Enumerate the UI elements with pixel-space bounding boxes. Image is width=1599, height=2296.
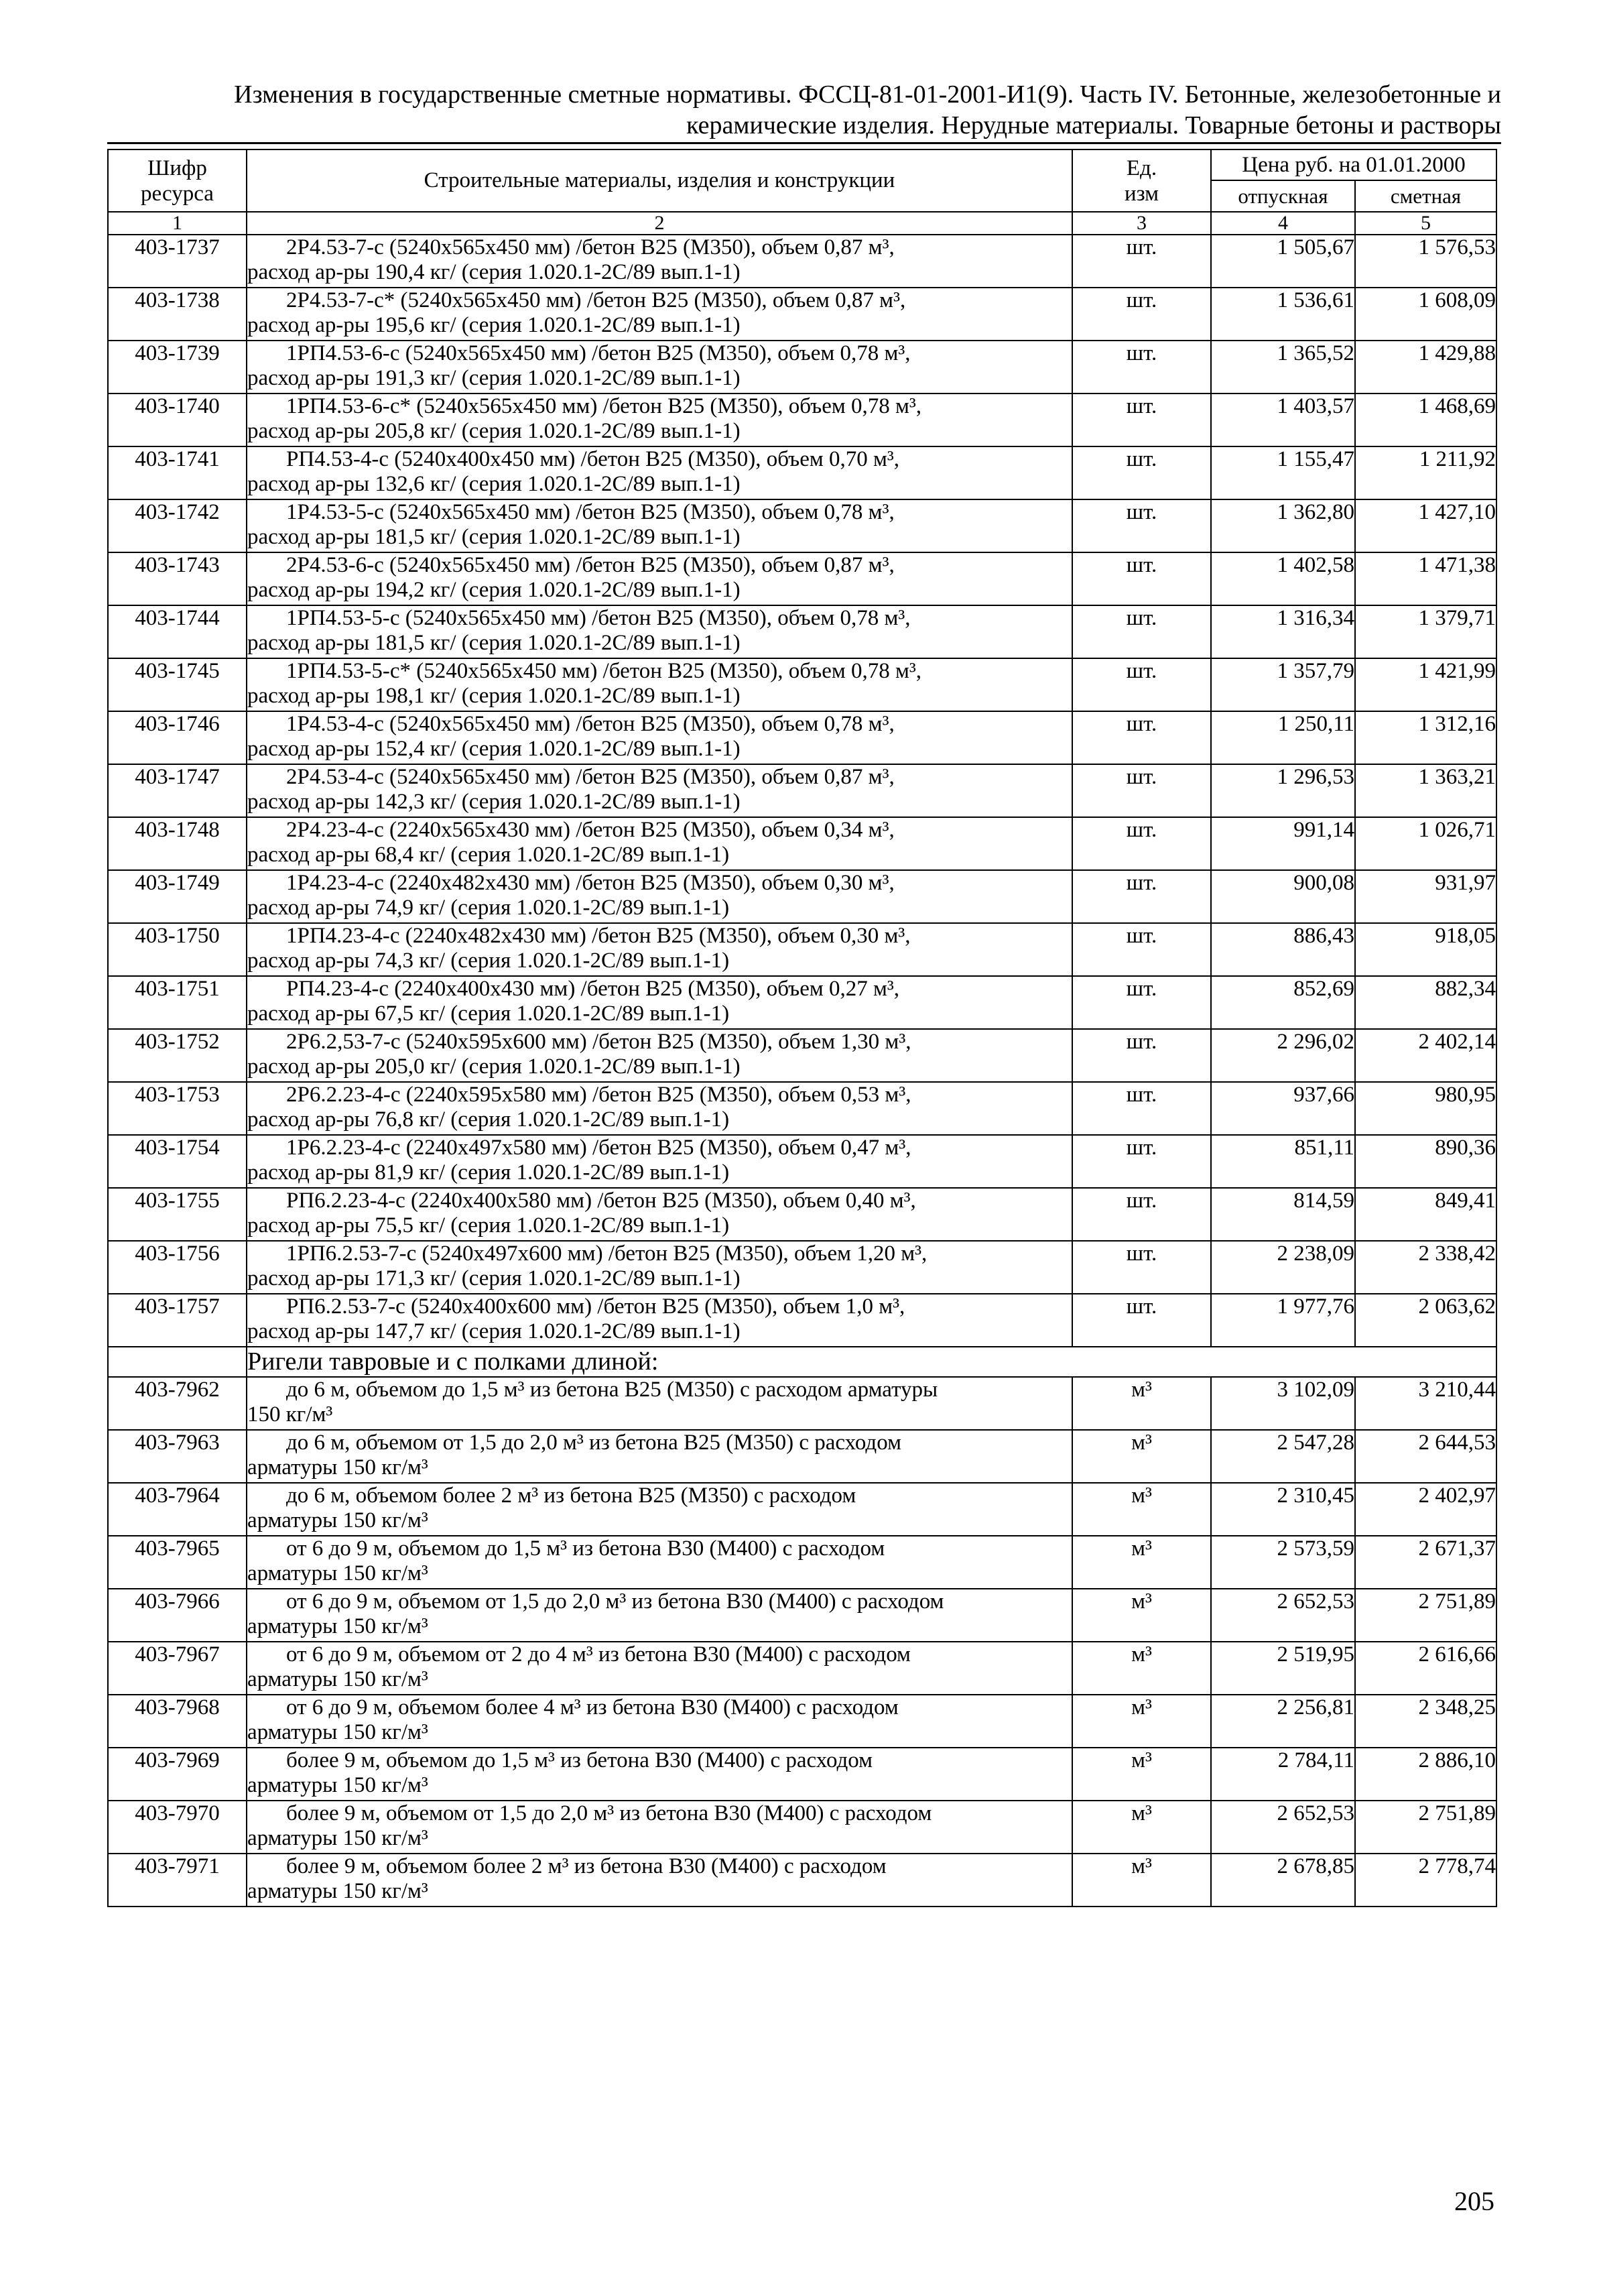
- table-row: [108, 1589, 1496, 1642]
- table-row: [108, 1135, 1496, 1188]
- estimate-price: 1 427,10: [1355, 499, 1496, 552]
- material-description: [247, 1377, 1072, 1430]
- resource-code: 403-1754: [108, 1135, 247, 1188]
- material-description: [247, 552, 1072, 605]
- header-unit: Ед. изм: [1072, 149, 1211, 212]
- description-line-1: 1РП6.2.53-7-с (5240х497х600 мм) /бетон В25 (М350), объем 1,20 м³,: [286, 1242, 928, 1266]
- section-row: [108, 1347, 1496, 1377]
- header-line-1: Изменения в государственные сметные нормативы. ФССЦ-81-01-2001-И1(9). Часть IV. Бетонные, железобетонные и: [234, 80, 1501, 109]
- release-price: 2 238,09: [1211, 1241, 1355, 1294]
- description-line-1: до 6 м, объемом более 2 м³ из бетона В25 (М350) с расходом: [286, 1484, 856, 1508]
- description-line-1: 2Р4.53-4-с (5240х565х450 мм) /бетон В25 (М350), объем 0,87 м³,: [286, 765, 895, 789]
- resource-code: 403-7971: [108, 1854, 247, 1907]
- description-line-1: 1Р4.23-4-с (2240х482х430 мм) /бетон В25 (М350), объем 0,30 м³,: [286, 871, 895, 895]
- material-description: [247, 976, 1072, 1029]
- description-line-2: расход ар-ры 68,4 кг/ (серия 1.020.1-2С/89 вып.1-1): [247, 843, 730, 867]
- material-description: [247, 817, 1072, 870]
- table-row: [108, 658, 1496, 711]
- resource-code: 403-1740: [108, 394, 247, 446]
- resource-code: 403-7968: [108, 1695, 247, 1748]
- unit: шт.: [1072, 1029, 1211, 1082]
- release-price: 1 365,52: [1211, 341, 1355, 394]
- unit: шт.: [1072, 605, 1211, 658]
- material-description: [247, 288, 1072, 341]
- description-line-1: 1Р4.53-4-с (5240х565х450 мм) /бетон В25 (М350), объем 0,78 м³,: [286, 712, 895, 736]
- release-price: 814,59: [1211, 1188, 1355, 1241]
- material-description: [247, 1589, 1072, 1642]
- description-line-2: арматуры 150 кг/м³: [247, 1879, 428, 1903]
- estimate-price: 2 751,89: [1355, 1801, 1496, 1854]
- material-description: [247, 605, 1072, 658]
- unit: шт.: [1072, 817, 1211, 870]
- material-description: [247, 1188, 1072, 1241]
- table-row: [108, 1536, 1496, 1589]
- table-row: [108, 499, 1496, 552]
- release-price: 1 362,80: [1211, 499, 1355, 552]
- resource-code: 403-1757: [108, 1294, 247, 1347]
- header-line-2: керамические изделия. Нерудные материалы. Товарные бетоны и растворы: [686, 111, 1501, 139]
- unit: м³: [1072, 1377, 1211, 1430]
- description-line-1: 2Р4.53-7-с (5240х565х450 мм) /бетон В25 (М350), объем 0,87 м³,: [286, 235, 895, 259]
- table-row: [108, 1377, 1496, 1430]
- description-line-2: арматуры 150 кг/м³: [247, 1614, 428, 1638]
- release-price: 1 155,47: [1211, 446, 1355, 499]
- table-row: [108, 870, 1496, 923]
- description-line-1: РП6.2.53-7-с (5240х400х600 мм) /бетон В25 (М350), объем 1,0 м³,: [286, 1294, 905, 1319]
- resource-code: 403-1739: [108, 341, 247, 394]
- description-line-1: более 9 м, объемом от 1,5 до 2,0 м³ из бетона В30 (М400) с расходом: [286, 1801, 932, 1825]
- description-line-2: расход ар-ры 67,5 кг/ (серия 1.020.1-2С/89 вып.1-1): [247, 1002, 730, 1026]
- description-line-1: РП6.2.23-4-с (2240х400х580 мм) /бетон В25 (М350), объем 0,40 м³,: [286, 1189, 916, 1213]
- estimate-price: 2 751,89: [1355, 1589, 1496, 1642]
- description-line-1: 2Р4.23-4-с (2240х565х430 мм) /бетон В25 (М350), объем 0,34 м³,: [286, 818, 895, 842]
- material-description: [247, 1294, 1072, 1347]
- description-line-1: РП4.53-4-с (5240х400х450 мм) /бетон В25 (М350), объем 0,70 м³,: [286, 447, 900, 471]
- release-price: 1 402,58: [1211, 552, 1355, 605]
- material-description: [247, 341, 1072, 394]
- description-line-2: расход ар-ры 194,2 кг/ (серия 1.020.1-2С/89 вып.1-1): [247, 578, 741, 602]
- estimate-price: 1 429,88: [1355, 341, 1496, 394]
- resource-code: 403-1738: [108, 288, 247, 341]
- release-price: 1 357,79: [1211, 658, 1355, 711]
- estimate-price: 918,05: [1355, 923, 1496, 976]
- table-row: [108, 1642, 1496, 1695]
- release-price: 1 505,67: [1211, 235, 1355, 288]
- resource-code: 403-1741: [108, 446, 247, 499]
- description-line-1: от 6 до 9 м, объемом от 1,5 до 2,0 м³ из бетона В30 (М400) с расходом: [286, 1589, 944, 1614]
- table-row: [108, 1695, 1496, 1748]
- unit: шт.: [1072, 1135, 1211, 1188]
- unit: шт.: [1072, 552, 1211, 605]
- description-line-1: до 6 м, объемом до 1,5 м³ из бетона В25 (М350) с расходом арматуры: [286, 1378, 938, 1402]
- material-description: [247, 1642, 1072, 1695]
- resource-code: 403-1745: [108, 658, 247, 711]
- description-line-1: 2Р4.53-6-с (5240х565х450 мм) /бетон В25 (М350), объем 0,87 м³,: [286, 553, 895, 577]
- description-line-1: от 6 до 9 м, объемом до 1,5 м³ из бетона В30 (М400) с расходом: [286, 1536, 885, 1561]
- description-line-1: 2Р6.2,53-7-с (5240х595х600 мм) /бетон В25 (М350), объем 1,30 м³,: [286, 1030, 911, 1054]
- description-line-1: от 6 до 9 м, объемом более 4 м³ из бетона В30 (М400) с расходом: [286, 1695, 899, 1719]
- material-description: [247, 1241, 1072, 1294]
- table-row: [108, 605, 1496, 658]
- section-empty-cell: [108, 1347, 247, 1377]
- description-line-2: расход ар-ры 76,8 кг/ (серия 1.020.1-2С/89 вып.1-1): [247, 1107, 730, 1132]
- release-price: 900,08: [1211, 870, 1355, 923]
- estimate-price: 2 402,97: [1355, 1483, 1496, 1536]
- description-line-1: до 6 м, объемом от 1,5 до 2,0 м³ из бетона В25 (М350) с расходом: [286, 1431, 901, 1455]
- estimate-price: 1 468,69: [1355, 394, 1496, 446]
- header-divider: [107, 142, 1501, 144]
- table-row: [108, 446, 1496, 499]
- page-number: 205: [1454, 2186, 1494, 2216]
- column-number: 1: [108, 212, 247, 235]
- resource-code: 403-1756: [108, 1241, 247, 1294]
- table-row: [108, 1241, 1496, 1294]
- material-description: [247, 235, 1072, 288]
- estimate-price: 1 379,71: [1355, 605, 1496, 658]
- material-description: [247, 1854, 1072, 1907]
- resource-code: 403-1747: [108, 764, 247, 817]
- unit: м³: [1072, 1801, 1211, 1854]
- material-description: [247, 870, 1072, 923]
- column-numbers-row: [108, 212, 1496, 235]
- unit: шт.: [1072, 1241, 1211, 1294]
- unit: м³: [1072, 1748, 1211, 1801]
- column-number: 4: [1211, 212, 1355, 235]
- release-price: 3 102,09: [1211, 1377, 1355, 1430]
- description-line-2: арматуры 150 кг/м³: [247, 1508, 428, 1532]
- description-line-2: расход ар-ры 191,3 кг/ (серия 1.020.1-2С/89 вып.1-1): [247, 366, 741, 390]
- material-description: [247, 446, 1072, 499]
- description-line-2: расход ар-ры 181,5 кг/ (серия 1.020.1-2С/89 вып.1-1): [247, 525, 741, 549]
- description-line-2: расход ар-ры 171,3 кг/ (серия 1.020.1-2С/89 вып.1-1): [247, 1266, 741, 1290]
- release-price: 1 403,57: [1211, 394, 1355, 446]
- resource-code: 403-1744: [108, 605, 247, 658]
- table-row: [108, 817, 1496, 870]
- table-row: [108, 923, 1496, 976]
- estimate-price: 1 312,16: [1355, 711, 1496, 764]
- material-description: [247, 1135, 1072, 1188]
- release-price: 2 652,53: [1211, 1801, 1355, 1854]
- estimate-price: 1 421,99: [1355, 658, 1496, 711]
- table-row: [108, 1483, 1496, 1536]
- resource-code: 403-7967: [108, 1642, 247, 1695]
- material-description: [247, 499, 1072, 552]
- description-line-2: расход ар-ры 198,1 кг/ (серия 1.020.1-2С/89 вып.1-1): [247, 684, 741, 708]
- description-line-2: расход ар-ры 152,4 кг/ (серия 1.020.1-2С/89 вып.1-1): [247, 737, 741, 761]
- unit: шт.: [1072, 394, 1211, 446]
- description-line-2: расход ар-ры 190,4 кг/ (серия 1.020.1-2С/89 вып.1-1): [247, 260, 741, 284]
- resource-code: 403-7962: [108, 1377, 247, 1430]
- material-description: [247, 394, 1072, 446]
- release-price: 886,43: [1211, 923, 1355, 976]
- description-line-2: арматуры 150 кг/м³: [247, 1455, 428, 1479]
- table-row: [108, 1188, 1496, 1241]
- estimate-price: 849,41: [1355, 1188, 1496, 1241]
- resource-code: 403-7965: [108, 1536, 247, 1589]
- release-price: 2 784,11: [1211, 1748, 1355, 1801]
- description-line-2: расход ар-ры 132,6 кг/ (серия 1.020.1-2С/89 вып.1-1): [247, 472, 741, 496]
- material-description: [247, 1430, 1072, 1483]
- resource-code: 403-1743: [108, 552, 247, 605]
- resource-code: 403-1751: [108, 976, 247, 1029]
- release-price: 851,11: [1211, 1135, 1355, 1188]
- estimate-price: 890,36: [1355, 1135, 1496, 1188]
- unit: м³: [1072, 1854, 1211, 1907]
- estimate-price: 3 210,44: [1355, 1377, 1496, 1430]
- release-price: 2 652,53: [1211, 1589, 1355, 1642]
- material-description: [247, 764, 1072, 817]
- description-line-1: 1РП4.53-5-с (5240х565х450 мм) /бетон В25 (М350), объем 0,78 м³,: [286, 606, 911, 630]
- estimate-price: 1 471,38: [1355, 552, 1496, 605]
- column-number: 3: [1072, 212, 1211, 235]
- resource-code: 403-1753: [108, 1082, 247, 1135]
- table-row: [108, 1294, 1496, 1347]
- unit: шт.: [1072, 235, 1211, 288]
- table-row: [108, 235, 1496, 288]
- table-row: [108, 1748, 1496, 1801]
- material-description: [247, 1029, 1072, 1082]
- unit: шт.: [1072, 446, 1211, 499]
- material-description: [247, 711, 1072, 764]
- unit: шт.: [1072, 658, 1211, 711]
- table-row: [108, 552, 1496, 605]
- table-row: [108, 288, 1496, 341]
- release-price: 2 519,95: [1211, 1642, 1355, 1695]
- header-name: Строительные материалы, изделия и конструкции: [247, 149, 1072, 212]
- resource-code: 403-7970: [108, 1801, 247, 1854]
- release-price: 2 573,59: [1211, 1536, 1355, 1589]
- description-line-2: расход ар-ры 74,3 кг/ (серия 1.020.1-2С/89 вып.1-1): [247, 949, 730, 973]
- release-price: 852,69: [1211, 976, 1355, 1029]
- material-description: [247, 1483, 1072, 1536]
- release-price: 2 678,85: [1211, 1854, 1355, 1907]
- description-line-2: расход ар-ры 147,7 кг/ (серия 1.020.1-2С/89 вып.1-1): [247, 1319, 741, 1343]
- release-price: 991,14: [1211, 817, 1355, 870]
- description-line-1: 1Р4.53-5-с (5240х565х450 мм) /бетон В25 (М350), объем 0,78 м³,: [286, 500, 895, 524]
- document-header: [107, 79, 1501, 141]
- table-row: [108, 394, 1496, 446]
- description-line-1: 2Р4.53-7-с* (5240х565х450 мм) /бетон В25 (М350), объем 0,87 м³,: [286, 288, 906, 312]
- description-line-1: 1Р6.2.23-4-с (2240х497х580 мм) /бетон В25 (М350), объем 0,47 м³,: [286, 1136, 911, 1160]
- estimate-price: 2 402,14: [1355, 1029, 1496, 1082]
- material-description: [247, 1748, 1072, 1801]
- unit: шт.: [1072, 764, 1211, 817]
- unit: шт.: [1072, 1188, 1211, 1241]
- estimate-price: 2 616,66: [1355, 1642, 1496, 1695]
- release-price: 2 547,28: [1211, 1430, 1355, 1483]
- unit: шт.: [1072, 1294, 1211, 1347]
- column-number: 5: [1355, 212, 1496, 235]
- unit: шт.: [1072, 288, 1211, 341]
- description-line-1: РП4.23-4-с (2240х400х430 мм) /бетон В25 (М350), объем 0,27 м³,: [286, 977, 900, 1001]
- header-release-price: отпускная: [1211, 180, 1355, 212]
- resource-code: 403-1752: [108, 1029, 247, 1082]
- release-price: 1 316,34: [1211, 605, 1355, 658]
- unit: шт.: [1072, 870, 1211, 923]
- description-line-2: арматуры 150 кг/м³: [247, 1826, 428, 1850]
- estimate-price: 980,95: [1355, 1082, 1496, 1135]
- estimate-price: 1 026,71: [1355, 817, 1496, 870]
- table-row: [108, 1082, 1496, 1135]
- table-body-items: [108, 235, 1496, 1347]
- resource-code: 403-1755: [108, 1188, 247, 1241]
- description-line-2: расход ар-ры 205,0 кг/ (серия 1.020.1-2С/89 вып.1-1): [247, 1054, 741, 1079]
- description-line-2: расход ар-ры 75,5 кг/ (серия 1.020.1-2С/89 вып.1-1): [247, 1213, 730, 1237]
- resource-code: 403-1737: [108, 235, 247, 288]
- estimate-price: 1 211,92: [1355, 446, 1496, 499]
- header-code: Шифр ресурса: [108, 149, 247, 212]
- description-line-1: 1РП4.53-6-с (5240х565х450 мм) /бетон В25 (М350), объем 0,78 м³,: [286, 341, 911, 365]
- description-line-2: арматуры 150 кг/м³: [247, 1667, 428, 1691]
- description-line-2: расход ар-ры 74,9 кг/ (серия 1.020.1-2С/89 вып.1-1): [247, 896, 730, 920]
- estimate-price: 2 338,42: [1355, 1241, 1496, 1294]
- release-price: 2 296,02: [1211, 1029, 1355, 1082]
- table-row: [108, 1430, 1496, 1483]
- description-line-2: арматуры 150 кг/м³: [247, 1773, 428, 1797]
- unit: шт.: [1072, 499, 1211, 552]
- table-row: [108, 976, 1496, 1029]
- material-description: [247, 658, 1072, 711]
- description-line-2: расход ар-ры 81,9 кг/ (серия 1.020.1-2С/89 вып.1-1): [247, 1160, 730, 1185]
- description-line-2: расход ар-ры 205,8 кг/ (серия 1.020.1-2С/89 вып.1-1): [247, 419, 741, 443]
- table-row: [108, 1801, 1496, 1854]
- unit: м³: [1072, 1483, 1211, 1536]
- table-row: [108, 341, 1496, 394]
- release-price: 2 310,45: [1211, 1483, 1355, 1536]
- description-line-1: более 9 м, объемом более 2 м³ из бетона В30 (М400) с расходом: [286, 1854, 887, 1878]
- estimate-price: 931,97: [1355, 870, 1496, 923]
- release-price: 1 977,76: [1211, 1294, 1355, 1347]
- estimate-price: 2 671,37: [1355, 1536, 1496, 1589]
- resource-code: 403-1750: [108, 923, 247, 976]
- resource-code: 403-1748: [108, 817, 247, 870]
- description-line-1: более 9 м, объемом до 1,5 м³ из бетона В30 (М400) с расходом: [286, 1748, 873, 1772]
- section-title: Ригели тавровые и с полками длиной:: [247, 1347, 1496, 1377]
- unit: шт.: [1072, 711, 1211, 764]
- table-row: [108, 711, 1496, 764]
- resource-code: 403-1742: [108, 499, 247, 552]
- material-description: [247, 1082, 1072, 1135]
- resource-code: 403-1749: [108, 870, 247, 923]
- estimate-price: 1 576,53: [1355, 235, 1496, 288]
- estimate-price: 1 608,09: [1355, 288, 1496, 341]
- release-price: 937,66: [1211, 1082, 1355, 1135]
- table-body-section: [108, 1347, 1496, 1377]
- estimate-price: 2 778,74: [1355, 1854, 1496, 1907]
- header-price: Цена руб. на 01.01.2000: [1211, 149, 1496, 180]
- unit: шт.: [1072, 976, 1211, 1029]
- unit: м³: [1072, 1536, 1211, 1589]
- release-price: 1 296,53: [1211, 764, 1355, 817]
- description-line-2: арматуры 150 кг/м³: [247, 1720, 428, 1744]
- estimate-price: 1 363,21: [1355, 764, 1496, 817]
- unit: шт.: [1072, 341, 1211, 394]
- release-price: 1 250,11: [1211, 711, 1355, 764]
- description-line-2: 150 кг/м³: [247, 1402, 333, 1427]
- description-line-1: 2Р6.2.23-4-с (2240х595х580 мм) /бетон В25 (М350), объем 0,53 м³,: [286, 1083, 911, 1107]
- material-description: [247, 923, 1072, 976]
- description-line-1: от 6 до 9 м, объемом от 2 до 4 м³ из бетона В30 (М400) с расходом: [286, 1642, 911, 1667]
- table-row: [108, 764, 1496, 817]
- unit: м³: [1072, 1430, 1211, 1483]
- description-line-1: 1РП4.53-6-с* (5240х565х450 мм) /бетон В25 (М350), объем 0,78 м³,: [286, 394, 922, 418]
- material-description: [247, 1695, 1072, 1748]
- estimate-price: 2 644,53: [1355, 1430, 1496, 1483]
- unit: м³: [1072, 1695, 1211, 1748]
- description-line-2: расход ар-ры 142,3 кг/ (серия 1.020.1-2С/89 вып.1-1): [247, 790, 741, 814]
- resource-code: 403-1746: [108, 711, 247, 764]
- unit: шт.: [1072, 1082, 1211, 1135]
- estimate-price: 2 063,62: [1355, 1294, 1496, 1347]
- table-row: [108, 1854, 1496, 1907]
- estimate-price: 2 886,10: [1355, 1748, 1496, 1801]
- description-line-2: расход ар-ры 181,5 кг/ (серия 1.020.1-2С/89 вып.1-1): [247, 631, 741, 655]
- unit: шт.: [1072, 923, 1211, 976]
- description-line-1: 1РП4.23-4-с (2240х482х430 мм) /бетон В25 (М350), объем 0,30 м³,: [286, 924, 911, 948]
- estimate-price: 882,34: [1355, 976, 1496, 1029]
- resource-code: 403-7963: [108, 1430, 247, 1483]
- material-description: [247, 1536, 1072, 1589]
- material-description: [247, 1801, 1072, 1854]
- description-line-1: 1РП4.53-5-с* (5240х565х450 мм) /бетон В25 (М350), объем 0,78 м³,: [286, 659, 922, 683]
- description-line-2: расход ар-ры 195,6 кг/ (серия 1.020.1-2С/89 вып.1-1): [247, 313, 741, 337]
- unit: м³: [1072, 1589, 1211, 1642]
- table-body-beams: [108, 1377, 1496, 1907]
- price-table: [107, 149, 1497, 1907]
- description-line-2: арматуры 150 кг/м³: [247, 1561, 428, 1585]
- release-price: 2 256,81: [1211, 1695, 1355, 1748]
- resource-code: 403-7964: [108, 1483, 247, 1536]
- estimate-price: 2 348,25: [1355, 1695, 1496, 1748]
- resource-code: 403-7966: [108, 1589, 247, 1642]
- header-estimate-price: сметная: [1355, 180, 1496, 212]
- resource-code: 403-7969: [108, 1748, 247, 1801]
- unit: м³: [1072, 1642, 1211, 1695]
- release-price: 1 536,61: [1211, 288, 1355, 341]
- table-row: [108, 1029, 1496, 1082]
- column-number: 2: [247, 212, 1072, 235]
